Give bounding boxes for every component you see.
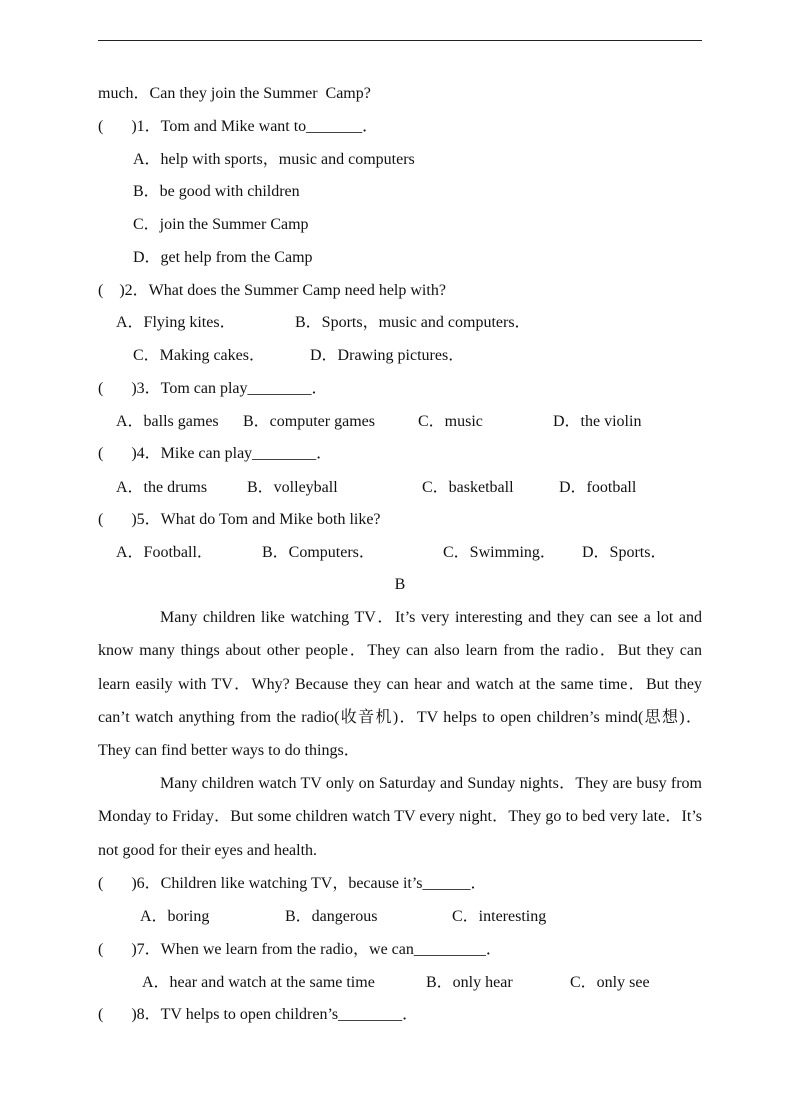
header-rule <box>98 40 702 41</box>
passage-b-paragraph-2 <box>98 767 702 867</box>
question-5-option-b: B．Computers． <box>262 544 375 561</box>
section-b-heading: B <box>394 576 406 593</box>
question-2-stem: ( )2．What does the Summer Camp need help with? <box>98 282 446 299</box>
question-6-option-b: B．dangerous <box>285 908 378 925</box>
question-2-option-c: C．Making cakes． <box>133 347 265 364</box>
question-8-stem: ( )8．TV helps to open children’s________． <box>98 1006 419 1023</box>
question-5-option-d: D．Sports． <box>582 544 667 561</box>
question-2-option-d: D．Drawing pictures． <box>310 347 465 364</box>
question-1-option-d: D．get help from the Camp <box>133 249 313 266</box>
question-7-option-b: B．only hear <box>426 974 513 991</box>
question-1-option-a: A．help with sports，music and computers <box>133 151 415 168</box>
question-3-stem: ( )3．Tom can play________． <box>98 380 328 397</box>
question-7-option-c: C．only see <box>570 974 650 991</box>
question-3-option-d: D．the violin <box>553 413 642 430</box>
question-2-option-a: A．Flying kites． <box>116 314 236 331</box>
question-6-option-c: C．interesting <box>452 908 547 925</box>
question-4-option-a: A．the drums <box>116 479 208 496</box>
intro-tail: much．Can they join the Summer Camp? <box>98 85 371 102</box>
question-1-option-b: B．be good with children <box>133 183 300 200</box>
question-4-option-b: B．volleyball <box>247 479 338 496</box>
question-1-stem: ( )1．Tom and Mike want to_______． <box>98 118 379 135</box>
question-3-option-c: C．music <box>418 413 483 430</box>
question-5-stem: ( )5．What do Tom and Mike both like? <box>98 511 381 528</box>
question-4-stem: ( )4．Mike can play________． <box>98 445 333 462</box>
question-7-option-a: A．hear and watch at the same time <box>142 974 375 991</box>
passage-b-paragraph-1 <box>98 601 702 767</box>
question-4-option-d: D．football <box>559 479 637 496</box>
question-5-option-a: A．Football． <box>116 544 213 561</box>
question-3-option-b: B．computer games <box>243 413 375 430</box>
question-5-option-c: C．Swimming． <box>443 544 556 561</box>
question-6-option-a: A．boring <box>140 908 210 925</box>
question-7-stem: ( )7．When we learn from the radio，we can_________． <box>98 941 502 958</box>
question-4-option-c: C．basketball <box>422 479 514 496</box>
passage-b-paragraph-1-text: Many children like watching TV．It’s very interesting and they can see a lot and know many things about other people．They can also learn from the radio．But they can learn easily with TV．Why? Because they can hear and watch at the same time．But they can’t watch anything from the radio(收音机)．TV helps to open children’s mind(思想)．They can find better ways to do things． <box>98 609 702 760</box>
question-1-option-c: C．join the Summer Camp <box>133 216 309 233</box>
passage-b-paragraph-2-text: Many children watch TV only on Saturday and Sunday nights．They are busy from Monday to Friday．But some children watch TV every night．They go to bed very late．It’s not good for their eyes and health. <box>98 775 702 859</box>
question-6-stem: ( )6．Children like watching TV，because it’s______． <box>98 875 487 892</box>
question-2-option-b: B．Sports，music and computers． <box>295 314 531 331</box>
question-3-option-a: A．balls games <box>116 413 219 430</box>
